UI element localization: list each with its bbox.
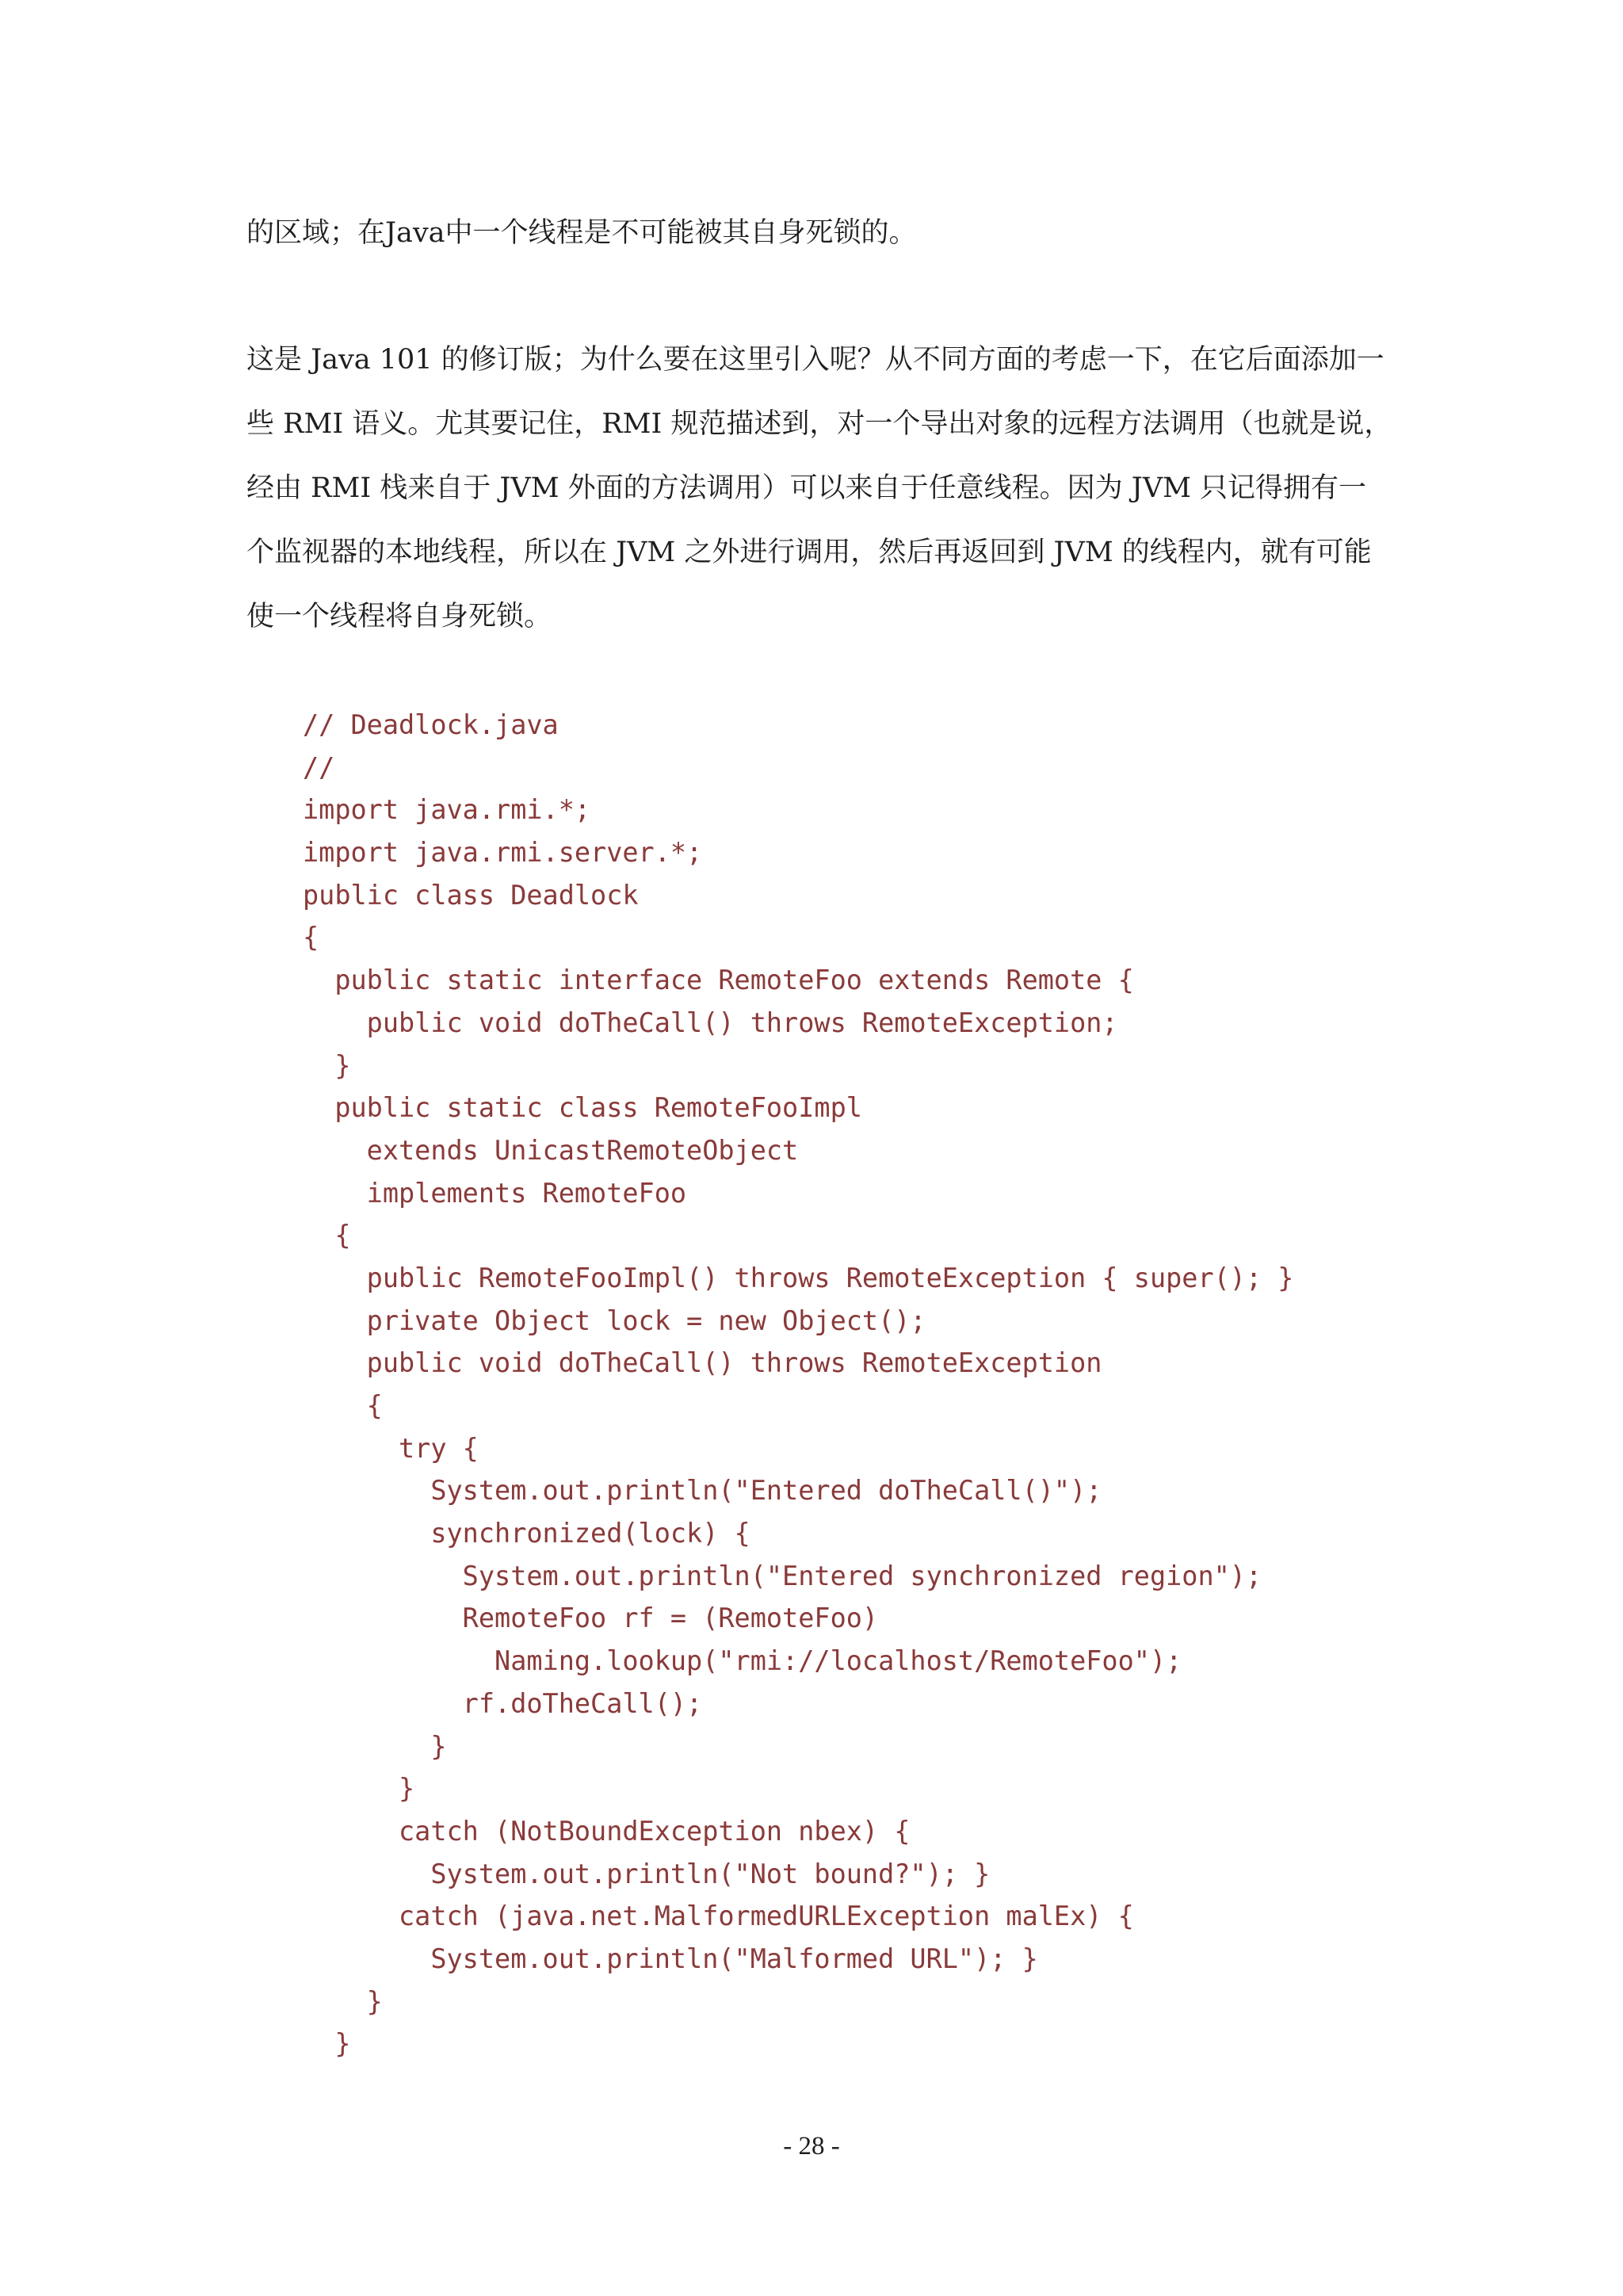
paragraph-line: 使一个线程将自身死锁。 (246, 601, 552, 632)
code-line: try { (303, 1432, 479, 1464)
code-line: synchronized(lock) { (303, 1518, 750, 1549)
paragraph-line: 经由 RMI 栈来自于 JVM 外面的方法调用）可以来自于任意线程。因为 JVM 只记得拥有一 (246, 472, 1367, 504)
paragraph-line: 的区域；在Java中一个线程是不可能被其自身死锁的。 (246, 217, 917, 249)
paragraph-line: 些 RMI 语义。尤其要记住，RMI 规范描述到，对一个导出对象的远程方法调用（也就是说， (246, 408, 1392, 440)
code-line: import java.rmi.server.*; (303, 837, 703, 869)
code-line: } (303, 1049, 351, 1081)
code-line: } (303, 1773, 415, 1805)
code-line: public RemoteFooImpl() throws RemoteException { super(); } (303, 1262, 1294, 1293)
code-line: public void doTheCall() throws RemoteException; (303, 1007, 1118, 1038)
paragraph-line: 这是 Java 101 的修订版；为什么要在这里引入呢？从不同方面的考虑一下，在它后面添加一 (246, 344, 1384, 376)
code-line: RemoteFoo rf = (RemoteFoo) (303, 1603, 879, 1634)
code-line: import java.rmi.*; (303, 794, 591, 826)
code-line: implements RemoteFoo (303, 1177, 687, 1209)
code-listing (303, 704, 1293, 2065)
code-line: } (303, 1730, 447, 1762)
code-line: System.out.println("Not bound?"); } (303, 1858, 991, 1889)
code-line: System.out.println("Malformed URL"); } (303, 1943, 1038, 1974)
paragraph-line: 个监视器的本地线程，所以在 JVM 之外进行调用，然后再返回到 JVM 的线程内，就有可能 (246, 537, 1372, 568)
code-line: Naming.lookup("rmi://localhost/RemoteFoo"); (303, 1645, 1182, 1677)
code-line: // (303, 751, 335, 783)
code-line: rf.doTheCall(); (303, 1687, 703, 1719)
code-line: System.out.println("Entered synchronized region"); (303, 1560, 1262, 1591)
code-line: public static interface RemoteFoo extends Remote { (303, 965, 1134, 996)
code-line: public static class RemoteFooImpl (303, 1092, 862, 1124)
code-line: catch (java.net.MalformedURLException malEx) { (303, 1901, 1134, 1932)
code-line: // Deadlock.java (303, 709, 559, 740)
code-line: { (303, 922, 319, 953)
code-line: private Object lock = new Object(); (303, 1305, 926, 1336)
code-line: System.out.println("Entered doTheCall()"); (303, 1475, 1102, 1507)
code-line: extends UnicastRemoteObject (303, 1134, 799, 1166)
code-line: } (303, 2028, 351, 2060)
code-line: } (303, 1985, 383, 2017)
code-line: { (303, 1220, 351, 1251)
code-line: public class Deadlock (303, 879, 639, 911)
code-line: public void doTheCall() throws RemoteException (303, 1347, 1102, 1379)
code-line: { (303, 1390, 383, 1421)
page-number: - 28 - (783, 2132, 840, 2160)
code-line: catch (NotBoundException nbex) { (303, 1815, 911, 1847)
